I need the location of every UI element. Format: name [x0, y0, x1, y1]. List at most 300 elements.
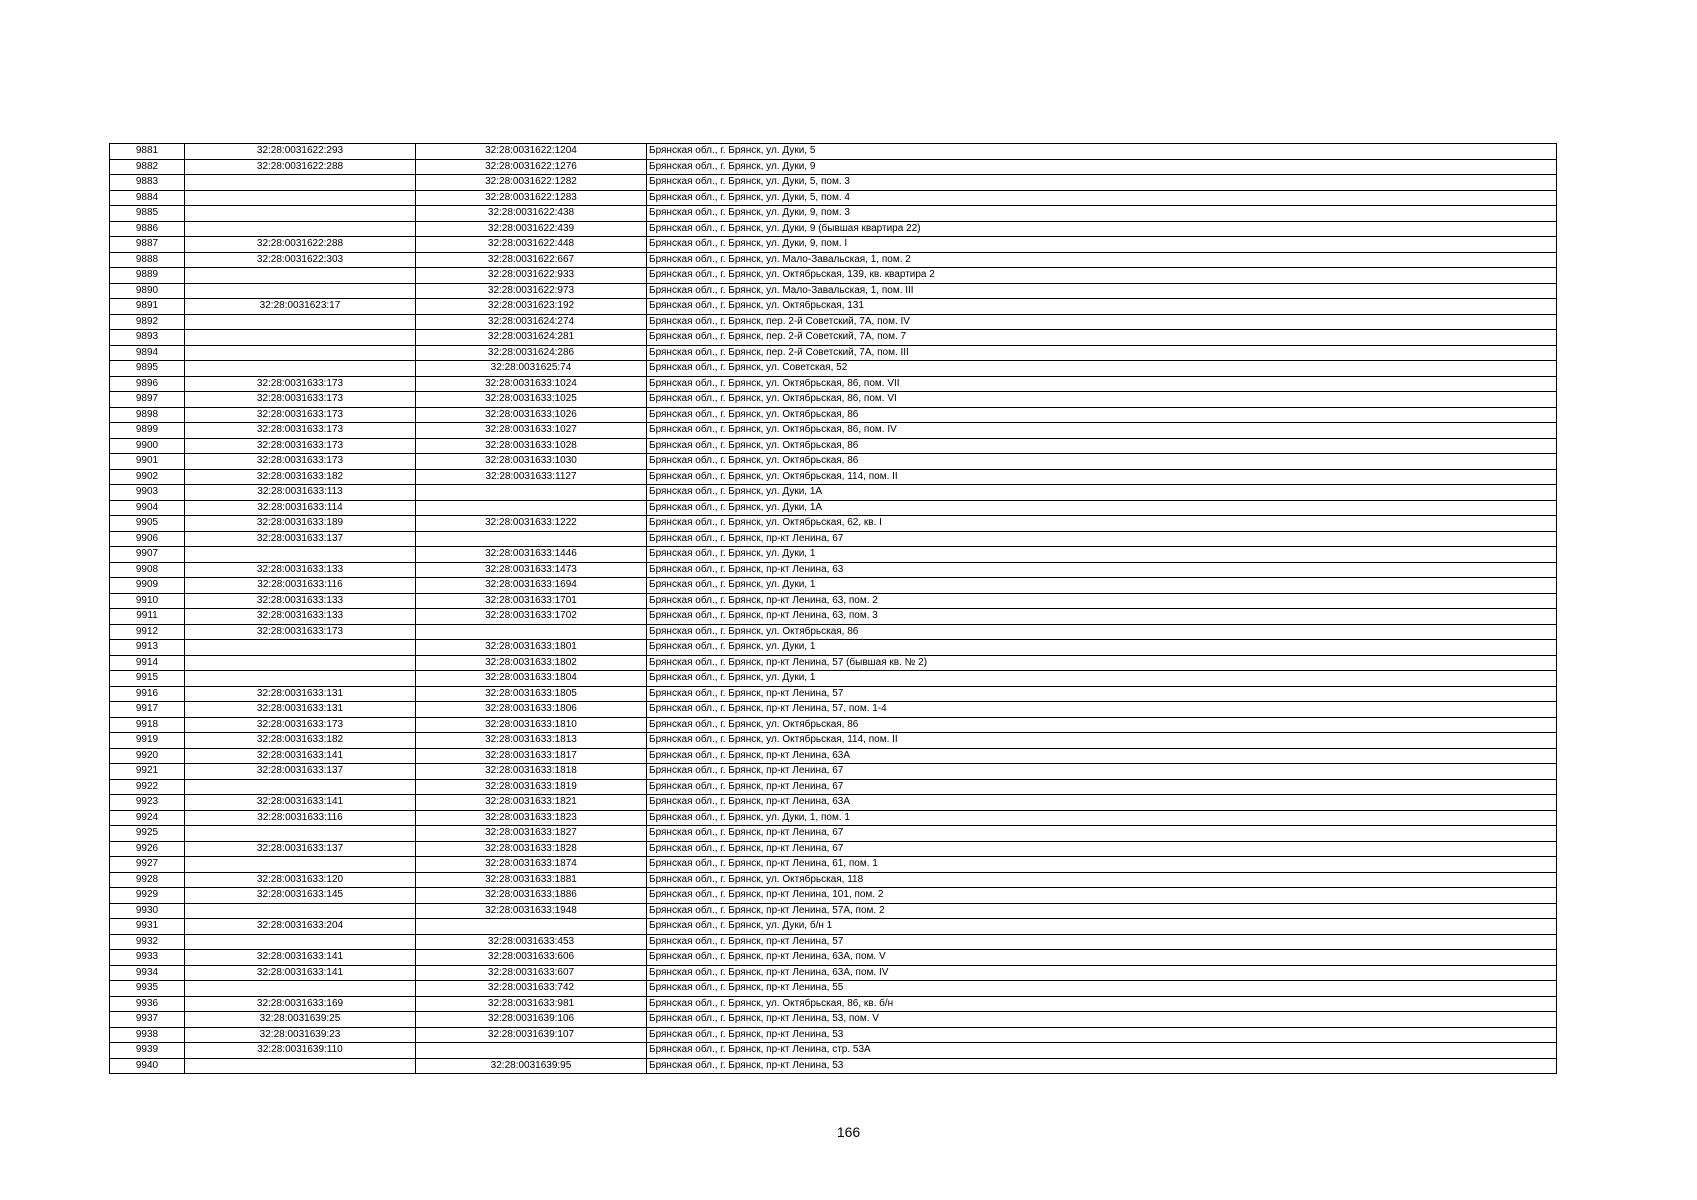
table-row	[110, 1058, 1557, 1074]
address-cell: Брянская обл., г. Брянск, пр-кт Ленина, 63А	[647, 795, 1557, 811]
parent-cadastral-number-cell	[185, 190, 416, 206]
address-cell: Брянская обл., г. Брянск, ул. Дуки, 9, пом. I	[647, 237, 1557, 253]
parent-cadastral-number-cell: 32:28:0031639:110	[185, 1043, 416, 1059]
parent-cadastral-number-cell: 32:28:0031639:23	[185, 1027, 416, 1043]
row-number-cell: 9911	[110, 609, 185, 625]
parent-cadastral-number-cell: 32:28:0031633:133	[185, 593, 416, 609]
parent-cadastral-number-cell	[185, 857, 416, 873]
table-row	[110, 996, 1557, 1012]
row-number-cell: 9935	[110, 981, 185, 997]
table-row	[110, 454, 1557, 470]
parent-cadastral-number-cell	[185, 826, 416, 842]
table-row	[110, 655, 1557, 671]
cadastral-number-cell: 32:28:0031633:1701	[416, 593, 647, 609]
cadastral-number-cell: 32:28:0031633:1827	[416, 826, 647, 842]
parent-cadastral-number-cell: 32:28:0031633:173	[185, 376, 416, 392]
row-number-cell: 9904	[110, 500, 185, 516]
address-cell: Брянская обл., г. Брянск, пр-кт Ленина, 53	[647, 1027, 1557, 1043]
table-row	[110, 485, 1557, 501]
address-cell: Брянская обл., г. Брянск, пр-кт Ленина, 101, пом. 2	[647, 888, 1557, 904]
cadastral-number-cell: 32:28:0031633:1819	[416, 779, 647, 795]
table-row	[110, 872, 1557, 888]
row-number-cell: 9930	[110, 903, 185, 919]
parent-cadastral-number-cell: 32:28:0031633:137	[185, 764, 416, 780]
table-row	[110, 330, 1557, 346]
table-row	[110, 268, 1557, 284]
address-cell: Брянская обл., г. Брянск, пер. 2-й Советский, 7А, пом. 7	[647, 330, 1557, 346]
cadastral-number-cell: 32:28:0031622:1282	[416, 175, 647, 191]
row-number-cell: 9909	[110, 578, 185, 594]
address-cell: Брянская обл., г. Брянск, пр-кт Ленина, стр. 53А	[647, 1043, 1557, 1059]
row-number-cell: 9906	[110, 531, 185, 547]
row-number-cell: 9939	[110, 1043, 185, 1059]
cadastral-number-cell: 32:28:0031624:281	[416, 330, 647, 346]
address-cell: Брянская обл., г. Брянск, ул. Октябрьская, 86, кв. б/н	[647, 996, 1557, 1012]
parent-cadastral-number-cell: 32:28:0031622:288	[185, 159, 416, 175]
table-row	[110, 857, 1557, 873]
address-cell: Брянская обл., г. Брянск, ул. Дуки, 1	[647, 640, 1557, 656]
parent-cadastral-number-cell: 32:28:0031633:137	[185, 531, 416, 547]
parent-cadastral-number-cell	[185, 283, 416, 299]
cadastral-number-cell: 32:28:0031633:1821	[416, 795, 647, 811]
cadastral-number-cell: 32:28:0031633:453	[416, 934, 647, 950]
address-cell: Брянская обл., г. Брянск, пр-кт Ленина, 67	[647, 531, 1557, 547]
parent-cadastral-number-cell	[185, 981, 416, 997]
cadastral-number-cell: 32:28:0031633:1222	[416, 516, 647, 532]
table-row	[110, 221, 1557, 237]
parent-cadastral-number-cell: 32:28:0031622:293	[185, 144, 416, 160]
registry-table-body	[110, 144, 1557, 1074]
parent-cadastral-number-cell: 32:28:0031633:120	[185, 872, 416, 888]
table-row	[110, 717, 1557, 733]
parent-cadastral-number-cell: 32:28:0031633:141	[185, 795, 416, 811]
cadastral-number-cell: 32:28:0031633:1804	[416, 671, 647, 687]
row-number-cell: 9907	[110, 547, 185, 563]
address-cell: Брянская обл., г. Брянск, ул. Дуки, 5, пом. 4	[647, 190, 1557, 206]
row-number-cell: 9884	[110, 190, 185, 206]
row-number-cell: 9913	[110, 640, 185, 656]
address-cell: Брянская обл., г. Брянск, ул. Дуки, 9	[647, 159, 1557, 175]
row-number-cell: 9895	[110, 361, 185, 377]
parent-cadastral-number-cell	[185, 655, 416, 671]
table-row	[110, 888, 1557, 904]
address-cell: Брянская обл., г. Брянск, пр-кт Ленина, 67	[647, 841, 1557, 857]
table-row	[110, 640, 1557, 656]
table-row	[110, 531, 1557, 547]
address-cell: Брянская обл., г. Брянск, ул. Мало-Завальская, 1, пом. III	[647, 283, 1557, 299]
row-number-cell: 9937	[110, 1012, 185, 1028]
address-cell: Брянская обл., г. Брянск, ул. Октябрьская, 62, кв. I	[647, 516, 1557, 532]
table-row	[110, 314, 1557, 330]
table-row	[110, 376, 1557, 392]
table-row	[110, 516, 1557, 532]
parent-cadastral-number-cell: 32:28:0031633:141	[185, 965, 416, 981]
cadastral-number-cell: 32:28:0031622:439	[416, 221, 647, 237]
table-row	[110, 671, 1557, 687]
parent-cadastral-number-cell: 32:28:0031633:173	[185, 454, 416, 470]
parent-cadastral-number-cell: 32:28:0031633:137	[185, 841, 416, 857]
parent-cadastral-number-cell: 32:28:0031633:116	[185, 578, 416, 594]
row-number-cell: 9933	[110, 950, 185, 966]
row-number-cell: 9908	[110, 562, 185, 578]
address-cell: Брянская обл., г. Брянск, пр-кт Ленина, 57 (бывшая кв. № 2)	[647, 655, 1557, 671]
table-row	[110, 345, 1557, 361]
cadastral-number-cell: 32:28:0031633:1026	[416, 407, 647, 423]
row-number-cell: 9923	[110, 795, 185, 811]
row-number-cell: 9900	[110, 438, 185, 454]
address-cell: Брянская обл., г. Брянск, пр-кт Ленина, 63А, пом. IV	[647, 965, 1557, 981]
row-number-cell: 9905	[110, 516, 185, 532]
cadastral-number-cell: 32:28:0031633:1694	[416, 578, 647, 594]
cadastral-number-cell: 32:28:0031625:74	[416, 361, 647, 377]
parent-cadastral-number-cell: 32:28:0031633:173	[185, 717, 416, 733]
parent-cadastral-number-cell: 32:28:0031633:141	[185, 950, 416, 966]
address-cell: Брянская обл., г. Брянск, ул. Октябрьская, 86	[647, 438, 1557, 454]
cadastral-number-cell: 32:28:0031622:973	[416, 283, 647, 299]
address-cell: Брянская обл., г. Брянск, пр-кт Ленина, 53	[647, 1058, 1557, 1074]
row-number-cell: 9903	[110, 485, 185, 501]
parent-cadastral-number-cell: 32:28:0031633:173	[185, 407, 416, 423]
row-number-cell: 9915	[110, 671, 185, 687]
cadastral-number-cell: 32:28:0031633:981	[416, 996, 647, 1012]
address-cell: Брянская обл., г. Брянск, пер. 2-й Советский, 7А, пом. IV	[647, 314, 1557, 330]
cadastral-number-cell: 32:28:0031633:1948	[416, 903, 647, 919]
cadastral-number-cell	[416, 500, 647, 516]
row-number-cell: 9940	[110, 1058, 185, 1074]
parent-cadastral-number-cell	[185, 671, 416, 687]
address-cell: Брянская обл., г. Брянск, ул. Октябрьская, 118	[647, 872, 1557, 888]
table-row	[110, 190, 1557, 206]
parent-cadastral-number-cell: 32:28:0031633:131	[185, 686, 416, 702]
cadastral-number-cell: 32:28:0031622:1204	[416, 144, 647, 160]
cadastral-number-cell: 32:28:0031622:1283	[416, 190, 647, 206]
row-number-cell: 9918	[110, 717, 185, 733]
address-cell: Брянская обл., г. Брянск, ул. Дуки, б/н 1	[647, 919, 1557, 935]
address-cell: Брянская обл., г. Брянск, ул. Дуки, 5, пом. 3	[647, 175, 1557, 191]
cadastral-number-cell: 32:28:0031633:607	[416, 965, 647, 981]
parent-cadastral-number-cell: 32:28:0031633:173	[185, 624, 416, 640]
row-number-cell: 9894	[110, 345, 185, 361]
table-row	[110, 1012, 1557, 1028]
parent-cadastral-number-cell: 32:28:0031622:303	[185, 252, 416, 268]
cadastral-number-cell	[416, 485, 647, 501]
row-number-cell: 9932	[110, 934, 185, 950]
row-number-cell: 9936	[110, 996, 185, 1012]
row-number-cell: 9887	[110, 237, 185, 253]
table-row	[110, 733, 1557, 749]
cadastral-number-cell: 32:28:0031633:742	[416, 981, 647, 997]
address-cell: Брянская обл., г. Брянск, пр-кт Ленина, 61, пом. 1	[647, 857, 1557, 873]
table-row	[110, 144, 1557, 160]
row-number-cell: 9922	[110, 779, 185, 795]
cadastral-number-cell: 32:28:0031639:95	[416, 1058, 647, 1074]
address-cell: Брянская обл., г. Брянск, пр-кт Ленина, 63, пом. 2	[647, 593, 1557, 609]
cadastral-number-cell: 32:28:0031624:274	[416, 314, 647, 330]
parent-cadastral-number-cell	[185, 903, 416, 919]
parent-cadastral-number-cell: 32:28:0031633:145	[185, 888, 416, 904]
row-number-cell: 9882	[110, 159, 185, 175]
address-cell: Брянская обл., г. Брянск, ул. Октябрьская, 86	[647, 454, 1557, 470]
cadastral-number-cell: 32:28:0031633:606	[416, 950, 647, 966]
parent-cadastral-number-cell	[185, 268, 416, 284]
address-cell: Брянская обл., г. Брянск, ул. Дуки, 9 (бывшая квартира 22)	[647, 221, 1557, 237]
parent-cadastral-number-cell	[185, 1058, 416, 1074]
address-cell: Брянская обл., г. Брянск, пр-кт Ленина, 53, пом. V	[647, 1012, 1557, 1028]
parent-cadastral-number-cell: 32:28:0031633:189	[185, 516, 416, 532]
parent-cadastral-number-cell	[185, 175, 416, 191]
address-cell: Брянская обл., г. Брянск, ул. Дуки, 5	[647, 144, 1557, 160]
table-row	[110, 159, 1557, 175]
parent-cadastral-number-cell	[185, 547, 416, 563]
address-cell: Брянская обл., г. Брянск, ул. Октябрьская, 86	[647, 407, 1557, 423]
cadastral-number-cell: 32:28:0031633:1813	[416, 733, 647, 749]
table-row	[110, 826, 1557, 842]
table-row	[110, 578, 1557, 594]
address-cell: Брянская обл., г. Брянск, ул. Октябрьская, 114, пом. II	[647, 469, 1557, 485]
row-number-cell: 9883	[110, 175, 185, 191]
cadastral-number-cell: 32:28:0031633:1881	[416, 872, 647, 888]
table-row	[110, 1043, 1557, 1059]
table-row	[110, 795, 1557, 811]
cadastral-number-cell: 32:28:0031633:1823	[416, 810, 647, 826]
parent-cadastral-number-cell	[185, 330, 416, 346]
table-row	[110, 547, 1557, 563]
table-row	[110, 392, 1557, 408]
parent-cadastral-number-cell: 32:28:0031633:182	[185, 469, 416, 485]
table-row	[110, 779, 1557, 795]
row-number-cell: 9893	[110, 330, 185, 346]
row-number-cell: 9890	[110, 283, 185, 299]
cadastral-number-cell: 32:28:0031633:1802	[416, 655, 647, 671]
row-number-cell: 9938	[110, 1027, 185, 1043]
cadastral-number-cell: 32:28:0031633:1028	[416, 438, 647, 454]
parent-cadastral-number-cell: 32:28:0031623:17	[185, 299, 416, 315]
row-number-cell: 9899	[110, 423, 185, 439]
table-row	[110, 934, 1557, 950]
table-row	[110, 810, 1557, 826]
cadastral-number-cell: 32:28:0031624:286	[416, 345, 647, 361]
table-row	[110, 919, 1557, 935]
address-cell: Брянская обл., г. Брянск, ул. Дуки, 1	[647, 547, 1557, 563]
cadastral-number-cell: 32:28:0031633:1127	[416, 469, 647, 485]
parent-cadastral-number-cell	[185, 640, 416, 656]
parent-cadastral-number-cell: 32:28:0031633:173	[185, 392, 416, 408]
address-cell: Брянская обл., г. Брянск, ул. Дуки, 1А	[647, 500, 1557, 516]
parent-cadastral-number-cell	[185, 779, 416, 795]
cadastral-number-cell: 32:28:0031633:1473	[416, 562, 647, 578]
cadastral-number-cell: 32:28:0031633:1810	[416, 717, 647, 733]
address-cell: Брянская обл., г. Брянск, ул. Дуки, 1А	[647, 485, 1557, 501]
page-number: 166	[836, 1124, 861, 1140]
cadastral-number-cell: 32:28:0031633:1030	[416, 454, 647, 470]
table-row	[110, 175, 1557, 191]
table-row	[110, 299, 1557, 315]
parent-cadastral-number-cell: 32:28:0031633:114	[185, 500, 416, 516]
address-cell: Брянская обл., г. Брянск, ул. Октябрьская, 139, кв. квартира 2	[647, 268, 1557, 284]
cadastral-number-cell: 32:28:0031633:1024	[416, 376, 647, 392]
cadastral-number-cell: 32:28:0031633:1817	[416, 748, 647, 764]
cadastral-number-cell	[416, 1043, 647, 1059]
row-number-cell: 9888	[110, 252, 185, 268]
cadastral-number-cell	[416, 624, 647, 640]
address-cell: Брянская обл., г. Брянск, ул. Октябрьская, 114, пом. II	[647, 733, 1557, 749]
address-cell: Брянская обл., г. Брянск, пр-кт Ленина, 63А	[647, 748, 1557, 764]
address-cell: Брянская обл., г. Брянск, ул. Октябрьская, 86	[647, 717, 1557, 733]
address-cell: Брянская обл., г. Брянск, пр-кт Ленина, 63, пом. 3	[647, 609, 1557, 625]
table-row	[110, 609, 1557, 625]
row-number-cell: 9896	[110, 376, 185, 392]
address-cell: Брянская обл., г. Брянск, ул. Октябрьская, 131	[647, 299, 1557, 315]
table-row	[110, 965, 1557, 981]
parent-cadastral-number-cell: 32:28:0031633:173	[185, 423, 416, 439]
parent-cadastral-number-cell: 32:28:0031633:131	[185, 702, 416, 718]
table-row	[110, 237, 1557, 253]
row-number-cell: 9917	[110, 702, 185, 718]
row-number-cell: 9929	[110, 888, 185, 904]
cadastral-number-cell: 32:28:0031633:1025	[416, 392, 647, 408]
table-row	[110, 469, 1557, 485]
parent-cadastral-number-cell	[185, 361, 416, 377]
cadastral-number-cell: 32:28:0031633:1818	[416, 764, 647, 780]
row-number-cell: 9881	[110, 144, 185, 160]
table-row	[110, 500, 1557, 516]
cadastral-number-cell: 32:28:0031622:667	[416, 252, 647, 268]
cadastral-number-cell: 32:28:0031639:106	[416, 1012, 647, 1028]
row-number-cell: 9902	[110, 469, 185, 485]
table-row	[110, 407, 1557, 423]
row-number-cell: 9919	[110, 733, 185, 749]
row-number-cell: 9886	[110, 221, 185, 237]
address-cell: Брянская обл., г. Брянск, ул. Октябрьская, 86	[647, 624, 1557, 640]
row-number-cell: 9926	[110, 841, 185, 857]
parent-cadastral-number-cell	[185, 934, 416, 950]
parent-cadastral-number-cell	[185, 345, 416, 361]
parent-cadastral-number-cell: 32:28:0031633:133	[185, 609, 416, 625]
address-cell: Брянская обл., г. Брянск, пр-кт Ленина, 57	[647, 934, 1557, 950]
cadastral-number-cell: 32:28:0031633:1801	[416, 640, 647, 656]
row-number-cell: 9898	[110, 407, 185, 423]
row-number-cell: 9914	[110, 655, 185, 671]
cadastral-number-cell: 32:28:0031633:1806	[416, 702, 647, 718]
parent-cadastral-number-cell: 32:28:0031633:182	[185, 733, 416, 749]
address-cell: Брянская обл., г. Брянск, ул. Мало-Завальская, 1, пом. 2	[647, 252, 1557, 268]
cadastral-number-cell	[416, 919, 647, 935]
row-number-cell: 9892	[110, 314, 185, 330]
address-cell: Брянская обл., г. Брянск, ул. Советская, 52	[647, 361, 1557, 377]
cadastral-number-cell: 32:28:0031622:933	[416, 268, 647, 284]
registry-table	[109, 143, 1557, 1074]
cadastral-number-cell: 32:28:0031633:1702	[416, 609, 647, 625]
address-cell: Брянская обл., г. Брянск, ул. Дуки, 1, пом. 1	[647, 810, 1557, 826]
table-row	[110, 206, 1557, 222]
address-cell: Брянская обл., г. Брянск, ул. Октябрьская, 86, пом. VI	[647, 392, 1557, 408]
row-number-cell: 9916	[110, 686, 185, 702]
row-number-cell: 9885	[110, 206, 185, 222]
table-row	[110, 950, 1557, 966]
table-row	[110, 361, 1557, 377]
row-number-cell: 9891	[110, 299, 185, 315]
row-number-cell: 9901	[110, 454, 185, 470]
table-row	[110, 1027, 1557, 1043]
parent-cadastral-number-cell: 32:28:0031633:113	[185, 485, 416, 501]
address-cell: Брянская обл., г. Брянск, пр-кт Ленина, 57, пом. 1-4	[647, 702, 1557, 718]
cadastral-number-cell: 32:28:0031633:1446	[416, 547, 647, 563]
parent-cadastral-number-cell: 32:28:0031639:25	[185, 1012, 416, 1028]
table-row	[110, 593, 1557, 609]
address-cell: Брянская обл., г. Брянск, пр-кт Ленина, 67	[647, 764, 1557, 780]
address-cell: Брянская обл., г. Брянск, пр-кт Ленина, 63А, пом. V	[647, 950, 1557, 966]
address-cell: Брянская обл., г. Брянск, пр-кт Ленина, 67	[647, 826, 1557, 842]
cadastral-number-cell: 32:28:0031633:1874	[416, 857, 647, 873]
table-row	[110, 562, 1557, 578]
cadastral-number-cell: 32:28:0031622:448	[416, 237, 647, 253]
address-cell: Брянская обл., г. Брянск, пр-кт Ленина, 67	[647, 779, 1557, 795]
cadastral-number-cell: 32:28:0031623:192	[416, 299, 647, 315]
parent-cadastral-number-cell: 32:28:0031633:116	[185, 810, 416, 826]
cadastral-number-cell	[416, 531, 647, 547]
table-row	[110, 748, 1557, 764]
cadastral-number-cell: 32:28:0031622:438	[416, 206, 647, 222]
row-number-cell: 9889	[110, 268, 185, 284]
parent-cadastral-number-cell: 32:28:0031633:133	[185, 562, 416, 578]
row-number-cell: 9931	[110, 919, 185, 935]
address-cell: Брянская обл., г. Брянск, пер. 2-й Советский, 7А, пом. III	[647, 345, 1557, 361]
row-number-cell: 9897	[110, 392, 185, 408]
address-cell: Брянская обл., г. Брянск, ул. Дуки, 9, пом. 3	[647, 206, 1557, 222]
table-row	[110, 903, 1557, 919]
parent-cadastral-number-cell: 32:28:0031633:173	[185, 438, 416, 454]
cadastral-number-cell: 32:28:0031633:1886	[416, 888, 647, 904]
parent-cadastral-number-cell	[185, 314, 416, 330]
cadastral-number-cell: 32:28:0031622:1276	[416, 159, 647, 175]
address-cell: Брянская обл., г. Брянск, ул. Октябрьская, 86, пом. IV	[647, 423, 1557, 439]
address-cell: Брянская обл., г. Брянск, ул. Октябрьская, 86, пом. VII	[647, 376, 1557, 392]
cadastral-number-cell: 32:28:0031633:1828	[416, 841, 647, 857]
parent-cadastral-number-cell: 32:28:0031633:204	[185, 919, 416, 935]
cadastral-number-cell: 32:28:0031633:1027	[416, 423, 647, 439]
table-row	[110, 686, 1557, 702]
parent-cadastral-number-cell	[185, 221, 416, 237]
row-number-cell: 9925	[110, 826, 185, 842]
table-row	[110, 252, 1557, 268]
address-cell: Брянская обл., г. Брянск, пр-кт Ленина, 57	[647, 686, 1557, 702]
row-number-cell: 9928	[110, 872, 185, 888]
row-number-cell: 9920	[110, 748, 185, 764]
cadastral-number-cell: 32:28:0031633:1805	[416, 686, 647, 702]
table-row	[110, 423, 1557, 439]
address-cell: Брянская обл., г. Брянск, ул. Дуки, 1	[647, 671, 1557, 687]
parent-cadastral-number-cell: 32:28:0031633:141	[185, 748, 416, 764]
row-number-cell: 9934	[110, 965, 185, 981]
address-cell: Брянская обл., г. Брянск, пр-кт Ленина, 55	[647, 981, 1557, 997]
address-cell: Брянская обл., г. Брянск, ул. Дуки, 1	[647, 578, 1557, 594]
table-row	[110, 438, 1557, 454]
row-number-cell: 9927	[110, 857, 185, 873]
cadastral-number-cell: 32:28:0031639:107	[416, 1027, 647, 1043]
table-row	[110, 841, 1557, 857]
table-row	[110, 283, 1557, 299]
row-number-cell: 9924	[110, 810, 185, 826]
parent-cadastral-number-cell: 32:28:0031633:169	[185, 996, 416, 1012]
row-number-cell: 9910	[110, 593, 185, 609]
row-number-cell: 9912	[110, 624, 185, 640]
address-cell: Брянская обл., г. Брянск, пр-кт Ленина, 63	[647, 562, 1557, 578]
address-cell: Брянская обл., г. Брянск, пр-кт Ленина, 57А, пом. 2	[647, 903, 1557, 919]
table-row	[110, 981, 1557, 997]
table-row	[110, 624, 1557, 640]
row-number-cell: 9921	[110, 764, 185, 780]
table-row	[110, 764, 1557, 780]
